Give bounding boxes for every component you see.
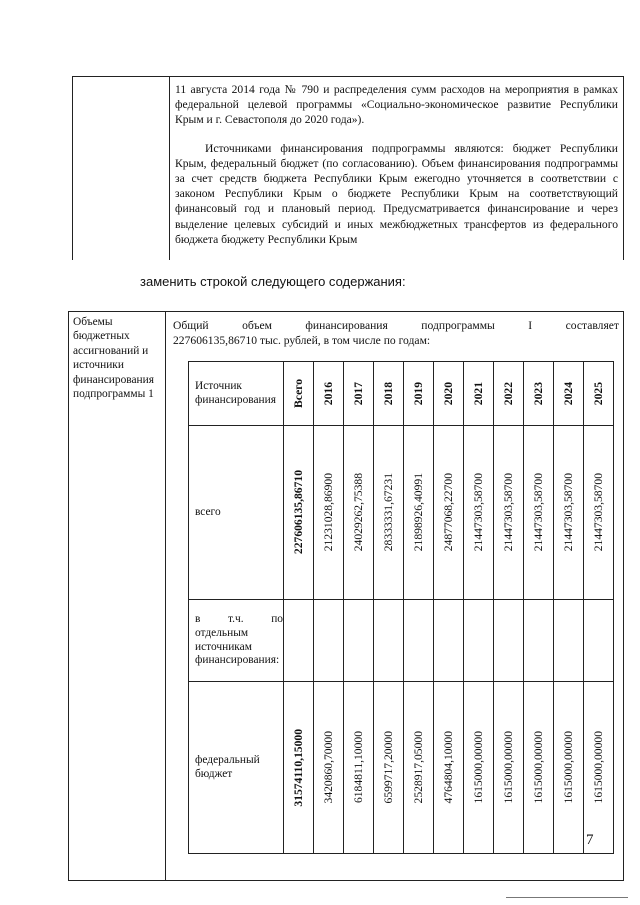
header-year-2016: 2016 xyxy=(322,381,335,406)
previous-table-right-border xyxy=(623,76,624,260)
federal-2017: 6184811,10000 xyxy=(352,731,365,804)
row-including-label: в т.ч. по отдельным источникам финансирования: xyxy=(189,600,284,682)
total-all-years: 227606135,86710 xyxy=(292,470,305,555)
federal-2016: 3420860,70000 xyxy=(322,731,335,804)
federal-2020: 4764804,10000 xyxy=(442,731,455,804)
financing-including-row xyxy=(189,600,614,682)
header-year-2018: 2018 xyxy=(382,381,395,406)
federal-2025: 1615000,00000 xyxy=(592,731,605,804)
previous-paragraph-1: 11 августа 2014 года № 790 и распределения сумм расходов на мероприятия в рамках федеральной целевой программы «Социально-экономическое развитие Республики Крым и г. Севастополя до 2020 года»). xyxy=(175,83,618,127)
previous-table-label-cell xyxy=(72,76,170,260)
header-year-2024: 2024 xyxy=(562,381,575,406)
header-source: Источник финансирования xyxy=(189,362,284,426)
header-year-2019: 2019 xyxy=(412,381,425,406)
total-2019: 21898926,40991 xyxy=(412,473,425,552)
footer-rule xyxy=(506,897,628,898)
header-year-2025: 2025 xyxy=(592,381,605,406)
header-year-2017: 2017 xyxy=(352,381,365,406)
intro-word-1: Общий xyxy=(173,319,209,332)
replacement-instruction: заменить строкой следующего содержания: xyxy=(140,274,406,289)
total-2024: 21447303,58700 xyxy=(562,473,575,552)
intro-word-2: объем xyxy=(242,319,272,332)
total-2021: 21447303,58700 xyxy=(472,473,485,552)
total-2022: 21447303,58700 xyxy=(502,473,515,552)
intro-word-6: составляет xyxy=(565,319,619,332)
intro-word-3: финансирования xyxy=(305,319,388,332)
row-federal-label: федеральный бюджет xyxy=(189,682,284,854)
row-label: Объемы бюджетных ассигнований и источники финансирования подпрограммы 1 xyxy=(73,316,154,401)
federal-2022: 1615000,00000 xyxy=(502,731,515,804)
total-2025: 21447303,58700 xyxy=(592,473,605,552)
replacement-table-divider xyxy=(165,311,166,881)
intro-word-4: подпрограммы xyxy=(421,319,495,332)
financing-total-row xyxy=(189,426,614,600)
header-year-2020: 2020 xyxy=(442,381,455,406)
federal-2018: 6599717,20000 xyxy=(382,731,395,804)
total-2023: 21447303,58700 xyxy=(532,473,545,552)
total-2018: 28333331,67231 xyxy=(382,473,395,552)
financing-intro-line-2: 227606135,86710 тыс. рублей, в том числе по годам: xyxy=(173,334,431,347)
financing-intro xyxy=(173,318,619,348)
financing-header-row xyxy=(189,362,614,426)
header-year-2022: 2022 xyxy=(502,381,515,406)
federal-all-years: 31574110,15000 xyxy=(292,728,305,807)
total-2017: 24029262,75388 xyxy=(352,473,365,552)
previous-table-text xyxy=(175,82,618,247)
financing-federal-row xyxy=(189,682,614,854)
federal-2023: 1615000,00000 xyxy=(532,731,545,804)
financing-table xyxy=(188,361,614,854)
federal-2024: 1615000,00000 xyxy=(562,731,575,804)
header-total: Всего xyxy=(292,379,305,408)
header-year-2023: 2023 xyxy=(532,381,545,406)
header-year-2021: 2021 xyxy=(472,381,485,406)
federal-2019: 2528917,05000 xyxy=(412,731,425,804)
financing-intro-line-1 xyxy=(173,318,619,333)
total-2016: 21231028,86900 xyxy=(322,473,335,552)
page-number: 7 xyxy=(586,832,594,848)
total-2020: 24877068,22700 xyxy=(442,473,455,552)
federal-2021: 1615000,00000 xyxy=(472,731,485,804)
previous-paragraph-2: Источниками финансирования подпрограммы являются: бюджет Республики Крым, федеральный бюджет (по согласованию). Объем финансирования подпрограммы за счет средств бюджета Республики Крым ежегодно уточняется в соответствии с законом Республики Крым о бюджете Республики Крым на соответствующий финансовый год и плановый период. Предусматривается финансирование и через выделение целевых субсидий и иных межбюджетных трансфертов из федерального бюджета бюджету Республики Крым xyxy=(175,141,618,246)
intro-word-5: I xyxy=(528,319,533,332)
row-total-label: всего xyxy=(189,426,284,600)
